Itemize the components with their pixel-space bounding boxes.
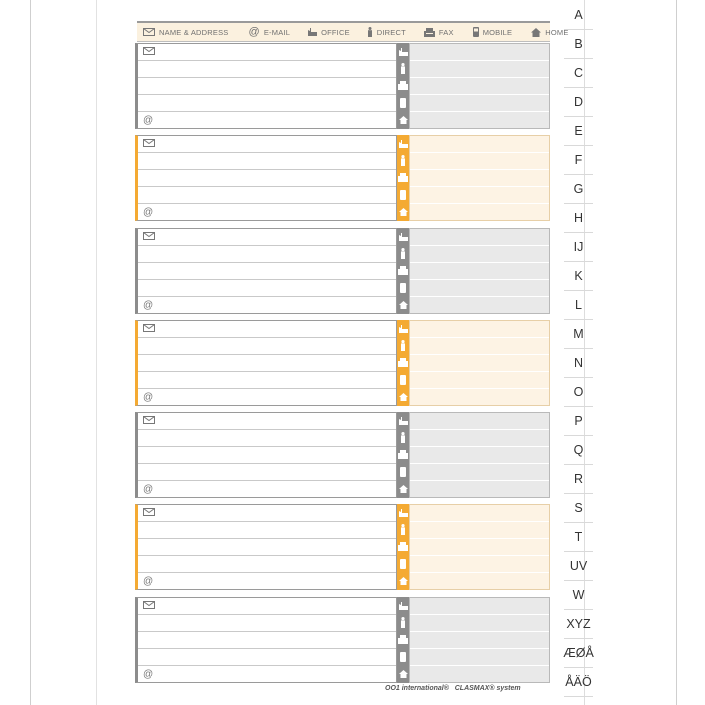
office-icon <box>397 597 409 614</box>
header-office-label: OFFICE <box>321 27 350 37</box>
envelope-icon <box>143 416 155 424</box>
header-mobile <box>473 27 513 37</box>
header-mobile-label: MOBILE <box>482 27 513 37</box>
index-tab-15[interactable]: P <box>564 406 593 436</box>
phone-line <box>410 388 549 389</box>
home-icon <box>397 204 409 221</box>
write-line <box>138 371 396 372</box>
index-tab-22[interactable]: XYZ <box>564 609 593 639</box>
phone-numbers-box[interactable] <box>409 504 550 590</box>
header-direct <box>367 27 406 37</box>
write-line <box>138 631 396 632</box>
write-line <box>138 279 396 280</box>
at-icon: @ <box>143 392 154 403</box>
index-tab-2[interactable]: B <box>564 29 593 59</box>
header-fax <box>424 28 454 37</box>
envelope-icon <box>143 139 155 147</box>
write-line <box>138 152 396 153</box>
phone-line <box>410 480 549 481</box>
address-entry-2 <box>135 135 550 221</box>
direct-icon <box>397 337 409 354</box>
direct-icon <box>397 521 409 538</box>
index-tab-20[interactable]: UV <box>564 551 593 581</box>
fax-icon <box>424 28 435 37</box>
office-icon <box>397 43 409 60</box>
phone-line <box>410 371 549 372</box>
at-icon: @ <box>143 115 154 126</box>
at-icon: @ <box>143 669 154 680</box>
index-tab-8[interactable]: H <box>564 203 593 233</box>
phone-icon-strip <box>397 597 409 683</box>
phone-line <box>410 60 549 61</box>
envelope-icon <box>143 601 155 609</box>
mobile-icon <box>397 464 409 481</box>
index-tab-4[interactable]: D <box>564 87 593 117</box>
phone-line <box>410 555 549 556</box>
write-line <box>138 538 396 539</box>
home-icon <box>397 666 409 683</box>
at-icon: @ <box>143 576 154 587</box>
direct-icon <box>397 245 409 262</box>
system-name: CLASMAX® system <box>454 685 521 692</box>
address-entry-6 <box>135 504 550 590</box>
mobile-icon <box>397 95 409 112</box>
fax-icon <box>397 538 409 555</box>
write-line <box>138 648 396 649</box>
index-tab-18[interactable]: S <box>564 493 593 523</box>
home-icon <box>397 112 409 129</box>
write-line <box>138 463 396 464</box>
phone-icon-strip <box>397 43 409 129</box>
outer-left-border <box>30 0 31 705</box>
office-icon <box>397 320 409 337</box>
envelope-icon <box>143 508 155 516</box>
index-tab-7[interactable]: G <box>564 174 593 204</box>
envelope-icon <box>143 232 155 240</box>
write-line <box>138 614 396 615</box>
phone-line <box>410 521 549 522</box>
index-tab-16[interactable]: Q <box>564 435 593 465</box>
home-icon <box>397 389 409 406</box>
direct-icon <box>397 614 409 631</box>
phone-line <box>410 665 549 666</box>
write-line <box>138 296 396 297</box>
mobile-icon <box>473 27 479 37</box>
write-line <box>138 521 396 522</box>
fax-icon <box>397 354 409 371</box>
header-name-address <box>143 28 228 37</box>
index-tab-1[interactable]: A <box>564 0 593 30</box>
name-address-box[interactable] <box>135 228 397 314</box>
write-line <box>138 388 396 389</box>
fax-icon <box>397 262 409 279</box>
phone-numbers-box[interactable] <box>409 412 550 498</box>
at-icon: @ <box>143 484 154 495</box>
mobile-icon <box>397 280 409 297</box>
name-address-box[interactable] <box>135 135 397 221</box>
phone-line <box>410 648 549 649</box>
write-line <box>138 665 396 666</box>
office-icon <box>397 504 409 521</box>
phone-icon-strip <box>397 228 409 314</box>
office-icon <box>397 135 409 152</box>
mobile-icon <box>397 556 409 573</box>
index-tab-10[interactable]: K <box>564 261 593 291</box>
phone-line <box>410 77 549 78</box>
phone-line <box>410 463 549 464</box>
header-fax-label: FAX <box>438 27 454 37</box>
person-icon <box>367 27 373 37</box>
envelope-icon <box>143 28 155 36</box>
index-tab-11[interactable]: L <box>564 290 593 320</box>
name-address-box[interactable] <box>135 320 397 406</box>
name-address-box[interactable] <box>135 504 397 590</box>
write-line <box>138 77 396 78</box>
phone-line <box>410 614 549 615</box>
write-line <box>138 111 396 112</box>
write-line <box>138 94 396 95</box>
phone-line <box>410 296 549 297</box>
phone-icon-strip <box>397 135 409 221</box>
phone-icon-strip <box>397 504 409 590</box>
phone-line <box>410 169 549 170</box>
brand-footer <box>385 685 521 692</box>
header-home-label: HOME <box>545 27 569 37</box>
write-line <box>138 169 396 170</box>
home-icon <box>397 481 409 498</box>
index-tab-23[interactable]: ÆØÅ <box>564 638 593 668</box>
phone-numbers-box[interactable] <box>409 597 550 683</box>
phone-line <box>410 262 549 263</box>
header-name-address-label: NAME & ADDRESS <box>159 27 229 37</box>
phone-line <box>410 446 549 447</box>
direct-icon <box>397 152 409 169</box>
phone-line <box>410 354 549 355</box>
header-email-label: E-MAIL <box>263 27 291 37</box>
office-icon <box>308 28 317 36</box>
phone-numbers-box[interactable] <box>409 135 550 221</box>
phone-line <box>410 111 549 112</box>
envelope-icon <box>143 47 155 55</box>
fax-icon <box>397 77 409 94</box>
home-icon <box>397 573 409 590</box>
at-icon: @ <box>143 300 154 311</box>
phone-line <box>410 572 549 573</box>
phone-line <box>410 279 549 280</box>
phone-line <box>410 203 549 204</box>
write-line <box>138 480 396 481</box>
name-address-box[interactable] <box>135 43 397 129</box>
phone-numbers-box[interactable] <box>409 228 550 314</box>
index-tab-6[interactable]: F <box>564 145 593 175</box>
home-icon <box>531 28 541 37</box>
index-tab-14[interactable]: O <box>564 377 593 407</box>
index-tab-13[interactable]: N <box>564 348 593 378</box>
phone-line <box>410 152 549 153</box>
fax-icon <box>397 446 409 463</box>
phone-numbers-box[interactable] <box>409 43 550 129</box>
write-line <box>138 555 396 556</box>
index-tab-12[interactable]: M <box>564 319 593 349</box>
write-line <box>138 572 396 573</box>
write-line <box>138 186 396 187</box>
write-line <box>138 203 396 204</box>
index-tab-24[interactable]: ÅÄÖ <box>564 667 593 697</box>
index-tab-9[interactable]: IJ <box>564 232 593 262</box>
write-line <box>138 60 396 61</box>
header-direct-label: DIRECT <box>376 27 406 37</box>
office-icon <box>397 228 409 245</box>
write-line <box>138 245 396 246</box>
phone-line <box>410 631 549 632</box>
header-email <box>248 26 290 38</box>
fax-icon <box>397 631 409 648</box>
alphabet-index-tabs <box>564 0 593 705</box>
name-address-box[interactable] <box>135 597 397 683</box>
mobile-icon <box>397 187 409 204</box>
address-entry-4 <box>135 320 550 406</box>
direct-icon <box>397 60 409 77</box>
fax-icon <box>397 169 409 186</box>
at-icon: @ <box>143 207 154 218</box>
phone-line <box>410 94 549 95</box>
direct-icon <box>397 429 409 446</box>
write-line <box>138 262 396 263</box>
index-tab-3[interactable]: C <box>564 58 593 88</box>
index-tab-21[interactable]: W <box>564 580 593 610</box>
phone-line <box>410 429 549 430</box>
write-line <box>138 446 396 447</box>
address-entry-1 <box>135 43 550 129</box>
address-entry-7 <box>135 597 550 683</box>
write-line <box>138 354 396 355</box>
phone-line <box>410 245 549 246</box>
write-line <box>138 337 396 338</box>
header-home <box>531 28 568 37</box>
phone-numbers-box[interactable] <box>409 320 550 406</box>
home-icon <box>397 297 409 314</box>
phone-line <box>410 186 549 187</box>
envelope-icon <box>143 324 155 332</box>
phone-line <box>410 337 549 338</box>
office-icon <box>397 412 409 429</box>
mobile-icon <box>397 372 409 389</box>
phone-line <box>410 538 549 539</box>
address-entry-5 <box>135 412 550 498</box>
index-tab-17[interactable]: R <box>564 464 593 494</box>
write-line <box>138 429 396 430</box>
index-tab-19[interactable]: T <box>564 522 593 552</box>
mobile-icon <box>397 649 409 666</box>
header-office <box>308 28 350 37</box>
column-header <box>137 21 569 42</box>
index-tab-5[interactable]: E <box>564 116 593 146</box>
outer-right-border <box>676 0 677 705</box>
address-entry-3 <box>135 228 550 314</box>
phone-icon-strip <box>397 412 409 498</box>
name-address-box[interactable] <box>135 412 397 498</box>
at-icon: @ <box>248 26 260 38</box>
phone-icon-strip <box>397 320 409 406</box>
brand-logo: OO1 international® <box>385 685 449 692</box>
